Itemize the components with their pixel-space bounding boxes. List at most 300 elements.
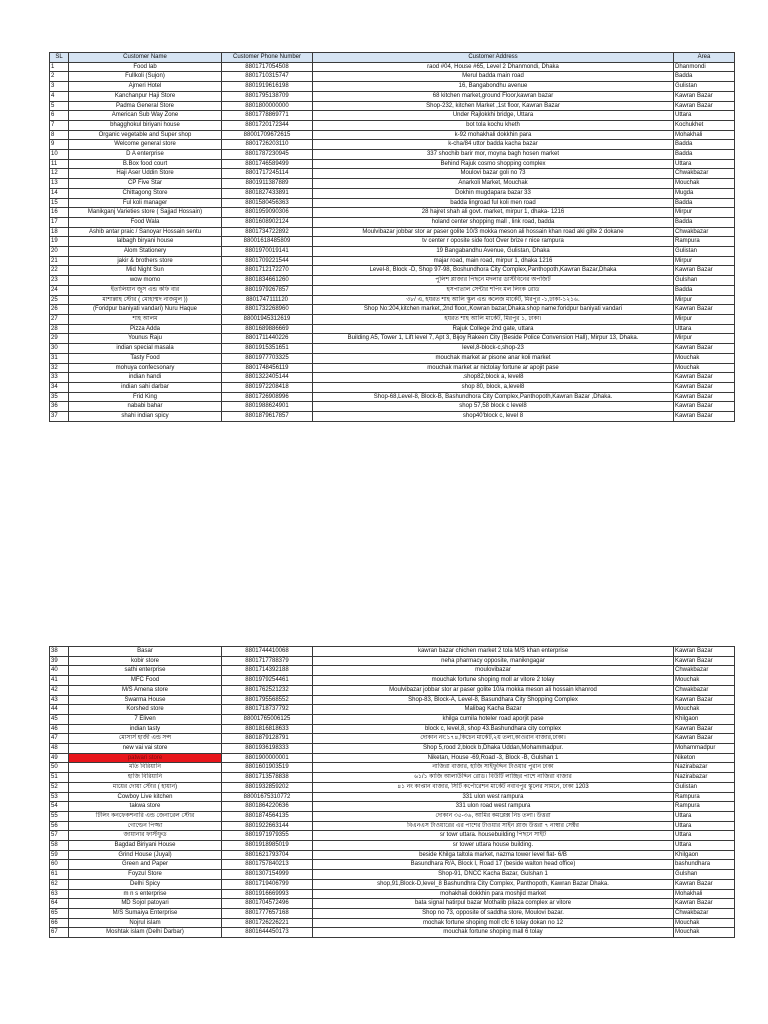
table-row	[50, 899, 735, 909]
table-row	[50, 831, 735, 841]
cell-area: Uttara	[674, 811, 735, 821]
table-row	[50, 159, 735, 169]
cell-customer-name: Swarma House	[69, 695, 222, 705]
cell-address: ৩৮/ এ, হযরত শাহ আলি স্কুল এন্ড কলেজ মার্কেট, মিরপুর -১,ঢাকা-১২১৬.	[313, 295, 674, 305]
cell-address: Behind Rajuk cosmo shopping complex	[313, 159, 674, 169]
cell-address: Shop-68,Level-8, Block-B, Bashundhora City Complex,Panthopoth,Kawran Bazar ,Dhaka.	[313, 392, 674, 402]
cell-address: 331 ulon west rampura	[313, 792, 674, 802]
cell-area: Dhanmondi	[674, 62, 735, 72]
cell-customer-name: indian special masala	[69, 344, 222, 354]
table-row	[50, 392, 735, 402]
cell-phone: 8801621793704	[222, 850, 313, 860]
cell-customer-name: indian handi	[69, 373, 222, 383]
cell-address: k-92 mohakhali dokkhin para	[313, 130, 674, 140]
cell-address: block c, level,8, shop 43.Bashundhara city complex	[313, 724, 674, 734]
cell-customer-name: Kanchanpur Haji Store	[69, 91, 222, 101]
cell-customer-name: Organic vegetable and Super shop	[69, 130, 222, 140]
cell-customer-name: new vai vai store	[69, 744, 222, 754]
customer-table-2-body	[50, 647, 735, 938]
table-row	[50, 928, 735, 938]
cell-address: Rajuk College 2nd gate, uttara	[313, 324, 674, 334]
cell-address: mohakhali dokkhin para moshjid market	[313, 889, 674, 899]
cell-customer-name: American Sub Way Zone	[69, 111, 222, 121]
cell-address: khilga cumila hoteler road aporjit pase	[313, 714, 674, 724]
cell-sl: 64	[50, 899, 69, 909]
cell-sl: 50	[50, 763, 69, 773]
cell-customer-name: Haji Aser Uddin Store	[69, 169, 222, 179]
cell-phone: 8801979254461	[222, 676, 313, 686]
cell-address: raod #04, House #65, Level 2 Dhanmondi, Dhaka	[313, 62, 674, 72]
cell-customer-name: মায়ের দোয়া স্টোর ( হায়ান)	[69, 782, 222, 792]
cell-sl: 46	[50, 724, 69, 734]
cell-area: Mouchak	[674, 353, 735, 363]
table-row	[50, 285, 735, 295]
cell-sl: 5	[50, 101, 69, 111]
cell-phone: 8801777657168	[222, 908, 313, 918]
cell-sl: 48	[50, 744, 69, 754]
cell-customer-name: lalbagh biryani house	[69, 237, 222, 247]
cell-sl: 14	[50, 188, 69, 198]
cell-address: shop,91,Block-D,level_8 Bashundhra City Complex, Panthopoth, Kawran Bazar Dhaka.	[313, 879, 674, 889]
cell-area: Mouchak	[674, 928, 735, 938]
cell-area: Badda	[674, 72, 735, 82]
cell-address: হসপাতাল সেন্টার শপিং মল লিংক রোড	[313, 285, 674, 295]
cell-phone: 8801744410068	[222, 647, 313, 657]
cell-address: দোকান নং:১৭৪,কিচেন মার্কেট,২য় তলা,কাওরান বাজার,ঢাকা।	[313, 734, 674, 744]
cell-customer-name: Basar	[69, 647, 222, 657]
cell-sl: 55	[50, 811, 69, 821]
cell-customer-name: Ashib antar praic / Sanoyar Hossain sentu	[69, 227, 222, 237]
cell-area: Gulshan	[674, 276, 735, 286]
cell-sl: 20	[50, 247, 69, 257]
cell-address: 331 ulon road west rampura	[313, 802, 674, 812]
cell-customer-name: indian tasty	[69, 724, 222, 734]
cell-customer-name: Ajmeri Hotel	[69, 82, 222, 92]
cell-address: 16, Bangabondhu avenue	[313, 82, 674, 92]
cell-area: Mohakhali	[674, 130, 735, 140]
cell-area: Kawran Bazar	[674, 656, 735, 666]
cell-area: Kawran Bazar	[674, 266, 735, 276]
cell-sl: 49	[50, 753, 69, 763]
cell-sl: 19	[50, 237, 69, 247]
cell-address: Merul badda main road	[313, 72, 674, 82]
cell-area: Gulistan	[674, 782, 735, 792]
table-row	[50, 666, 735, 676]
table-row	[50, 734, 735, 744]
cell-address: tv center r oposite side foot Over brize r nice rampura	[313, 237, 674, 247]
cell-customer-name: মতি বিরিয়ানি	[69, 763, 222, 773]
cell-customer-name: ইতালিয়ান জুস এন্ড কফি বার	[69, 285, 222, 295]
cell-customer-name: 7 Eliven	[69, 714, 222, 724]
table-row	[50, 908, 735, 918]
cell-customer-name: জায়ানার ফাস্টফুড	[69, 831, 222, 841]
cell-sl: 34	[50, 382, 69, 392]
table-row	[50, 247, 735, 257]
header-area: Area	[674, 53, 735, 63]
cell-area: Chwakbazar	[674, 908, 735, 918]
cell-customer-name: Bagdad Biriyani House	[69, 841, 222, 851]
cell-customer-name: Pizza Adda	[69, 324, 222, 334]
cell-area: Mouchak	[674, 705, 735, 715]
cell-area: Chwakbazar	[674, 227, 735, 237]
cell-customer-name: M/S Amena store	[69, 685, 222, 695]
cell-phone: 8801726908996	[222, 392, 313, 402]
cell-address: bata signal hatirpul bazar Mothalib pilaza complex ar vitore	[313, 899, 674, 909]
cell-address: bot tola kochu kheth	[313, 120, 674, 130]
cell-address: .shop82,block a, level8	[313, 373, 674, 383]
table-row	[50, 676, 735, 686]
cell-address: beside Khilga taltola market, nazma tower level flat- 6/B	[313, 850, 674, 860]
cell-address: Moulvibazar jobbar stor ar paser golite 10/a mokka meson ali hossain khanrod	[313, 685, 674, 695]
cell-address: 68 kitchen market,ground Floor,kawran bazar	[313, 91, 674, 101]
cell-sl: 56	[50, 821, 69, 831]
cell-area: Uttara	[674, 324, 735, 334]
table-row	[50, 773, 735, 783]
cell-customer-name: shahi indian spicy	[69, 412, 222, 422]
cell-address: হযরত শাহ আলি মার্কেট, মিরপুর ১, ঢাকা।	[313, 314, 674, 324]
table-row	[50, 763, 735, 773]
header-customer-name: Customer Name	[69, 53, 222, 63]
cell-phone: 8801988624901	[222, 402, 313, 412]
table-row	[50, 782, 735, 792]
cell-sl: 8	[50, 130, 69, 140]
cell-phone: 8801971979355	[222, 831, 313, 841]
cell-phone: 8801713578838	[222, 773, 313, 783]
cell-customer-name: Nojrul islam	[69, 918, 222, 928]
cell-phone: 8801717788379	[222, 656, 313, 666]
cell-sl: 18	[50, 227, 69, 237]
cell-address: Shop-232, kitchen Market ,1st floor, Kawran Bazar	[313, 101, 674, 111]
cell-phone: 8801711440226	[222, 334, 313, 344]
table-row	[50, 314, 735, 324]
cell-phone: 8801734722892	[222, 227, 313, 237]
cell-sl: 29	[50, 334, 69, 344]
cell-address: পুলিশ প্লাজার পিছনে মদলার ডাস্টবিনের অপজিট	[313, 276, 674, 286]
table-row	[50, 382, 735, 392]
cell-area: Chwakbazar	[674, 169, 735, 179]
cell-area: Mirpur	[674, 256, 735, 266]
table-row	[50, 811, 735, 821]
cell-address: mouchak fortune shoping moll ar vitore 2 tolay	[313, 676, 674, 686]
table-row	[50, 237, 735, 247]
cell-sl: 67	[50, 928, 69, 938]
cell-address: mouchak market ar nictolay fortune ar apojit pase	[313, 363, 674, 373]
cell-address: Shop No:204,kitchen market,,2nd floor,,Kowran bazar,Dhaka.shop name:foridpur baniyati vandari	[313, 305, 674, 315]
cell-customer-name: indian sahi darbar	[69, 382, 222, 392]
cell-address: নাজিরা বাজার, হাজি সাইফুদ্দিন টাওয়ার পুরান ঢাকা	[313, 763, 674, 773]
cell-phone: 8801879617857	[222, 412, 313, 422]
cell-area: Mugda	[674, 188, 735, 198]
cell-customer-name: মাশাল্লাহ স্টোর ( মোহাম্মদ নাজমুল ))	[69, 295, 222, 305]
cell-area: Niketon	[674, 753, 735, 763]
customer-table-1-body	[50, 62, 735, 421]
cell-sl: 13	[50, 179, 69, 189]
cell-area: Kawran Bazar	[674, 101, 735, 111]
cell-customer-name: nababi bahar	[69, 402, 222, 412]
table-row	[50, 324, 735, 334]
cell-address: Shop no 73, opposite of saddha store, Moulovi bazar.	[313, 908, 674, 918]
cell-sl: 12	[50, 169, 69, 179]
cell-customer-name: টিলিং কনফেকশনারি এন্ড জেনারেল স্টোর	[69, 811, 222, 821]
cell-phone: 8801717245114	[222, 169, 313, 179]
cell-phone: 8801719406799	[222, 879, 313, 889]
cell-sl: 54	[50, 802, 69, 812]
cell-address: Moulvibazar jobbar stor ar paser golite 10/3 mokka meson ali hossain khan road aki gilte 2 dokane	[313, 227, 674, 237]
table-row	[50, 217, 735, 227]
cell-sl: 36	[50, 402, 69, 412]
cell-sl: 17	[50, 217, 69, 227]
cell-area: Badda	[674, 198, 735, 208]
cell-sl: 2	[50, 72, 69, 82]
table-row	[50, 305, 735, 315]
cell-address: Moulovi bazar goli no 73	[313, 169, 674, 179]
cell-address: sr towr uttara. housebuilding পিছনে সাইট	[313, 831, 674, 841]
cell-area: Gulshan	[674, 870, 735, 880]
table-row	[50, 821, 735, 831]
cell-sl: 37	[50, 412, 69, 422]
cell-area: Kawran Bazar	[674, 412, 735, 422]
cell-area: Uttara	[674, 111, 735, 121]
cell-customer-name: শাহ আলম	[69, 314, 222, 324]
cell-address: kawran bazar chichen market 2 tola M/S khan enterprise	[313, 647, 674, 657]
cell-area: Kawran Bazar	[674, 724, 735, 734]
cell-area: Chwakbazar	[674, 685, 735, 695]
table-row	[50, 91, 735, 101]
cell-address: mouchak market ar pisone anar koli market	[313, 353, 674, 363]
cell-customer-name: Food lab	[69, 62, 222, 72]
cell-phone: 8801748456119	[222, 363, 313, 373]
cell-phone: 8801827433891	[222, 188, 313, 198]
cell-phone: 88001945312619	[222, 314, 313, 324]
cell-area: Kawran Bazar	[674, 695, 735, 705]
table-header-row	[50, 53, 735, 63]
cell-sl: 60	[50, 860, 69, 870]
cell-customer-name: B.Box food court	[69, 159, 222, 169]
cell-area: Gulistan	[674, 82, 735, 92]
cell-phone: 8801916669993	[222, 889, 313, 899]
table-row	[50, 870, 735, 880]
cell-address: level,8-block-c,shop-23	[313, 344, 674, 354]
cell-phone: 8801746589499	[222, 159, 313, 169]
header-sl: SL	[50, 53, 69, 63]
cell-sl: 33	[50, 373, 69, 383]
cell-customer-name: Chittagong Store	[69, 188, 222, 198]
table-row	[50, 266, 735, 276]
cell-phone: 8801900000001	[222, 753, 313, 763]
cell-sl: 16	[50, 208, 69, 218]
cell-area: Badda	[674, 217, 735, 227]
table-row	[50, 685, 735, 695]
cell-sl: 59	[50, 850, 69, 860]
cell-phone: 88001765006125	[222, 714, 313, 724]
table-row	[50, 120, 735, 130]
cell-phone: 8801800000000	[222, 101, 313, 111]
cell-area: Khilgaon	[674, 714, 735, 724]
cell-phone: 8801717054508	[222, 62, 313, 72]
cell-sl: 1	[50, 62, 69, 72]
cell-area: Kawran Bazar	[674, 734, 735, 744]
cell-sl: 30	[50, 344, 69, 354]
cell-sl: 25	[50, 295, 69, 305]
cell-sl: 27	[50, 314, 69, 324]
cell-sl: 45	[50, 714, 69, 724]
cell-sl: 61	[50, 870, 69, 880]
cell-area: Kawran Bazar	[674, 91, 735, 101]
cell-phone: 8801726226221	[222, 918, 313, 928]
cell-address: 28 hajret shah ali govt. market, mirpur 1, dhaka- 1216	[313, 208, 674, 218]
cell-address: Niketan, House -69,Road -3, Block -B, Gulshan 1	[313, 753, 674, 763]
cell-phone: 8801718737792	[222, 705, 313, 715]
table-row	[50, 227, 735, 237]
cell-area: Kawran Bazar	[674, 373, 735, 383]
cell-address: Malibag Kacha Bazar	[313, 705, 674, 715]
cell-address: shop40'block c, level 8	[313, 412, 674, 422]
table-row	[50, 295, 735, 305]
table-row	[50, 363, 735, 373]
cell-phone: 8801712172270	[222, 266, 313, 276]
cell-sl: 4	[50, 91, 69, 101]
table-row	[50, 62, 735, 72]
cell-sl: 57	[50, 831, 69, 841]
cell-sl: 47	[50, 734, 69, 744]
cell-area: Nazirabazar	[674, 773, 735, 783]
table-row	[50, 150, 735, 160]
cell-customer-name: Alom Stationery	[69, 247, 222, 257]
cell-phone: 8801710315747	[222, 72, 313, 82]
table-row	[50, 179, 735, 189]
cell-area: bashundhara	[674, 860, 735, 870]
cell-address: ৬১/১ কাজি আলাউদ্দিন রোড। বিউটি লাচ্ছির পাশে নাজিরা বাজার	[313, 773, 674, 783]
cell-phone: 8801972208418	[222, 382, 313, 392]
cell-customer-name: CP Five Star	[69, 179, 222, 189]
cell-customer-name: (Foridpur baniyati vandari) Nuru Haque	[69, 305, 222, 315]
cell-area: Mohakhali	[674, 889, 735, 899]
cell-address: 19 Bangabandhu Avenue, Gulistan, Dhaka	[313, 247, 674, 257]
cell-address: Dokhin mugdapara bazar 33	[313, 188, 674, 198]
cell-phone: 8801918985019	[222, 841, 313, 851]
cell-area: Rampura	[674, 237, 735, 247]
cell-sl: 38	[50, 647, 69, 657]
cell-phone: 8801816818633	[222, 724, 313, 734]
table-row	[50, 412, 735, 422]
customer-table-2	[49, 646, 735, 938]
cell-sl: 44	[50, 705, 69, 715]
cell-customer-name: D A enterprise	[69, 150, 222, 160]
cell-address: shop 80, block, a,level8	[313, 382, 674, 392]
cell-sl: 65	[50, 908, 69, 918]
cell-phone: 8801307154999	[222, 870, 313, 880]
cell-area: Mouchak	[674, 676, 735, 686]
cell-phone: 8801608902124	[222, 217, 313, 227]
cell-area: Uttara	[674, 159, 735, 169]
cell-phone: 8801778869771	[222, 111, 313, 121]
cell-customer-name: MFC Food	[69, 676, 222, 686]
cell-customer-name: takwa store	[69, 802, 222, 812]
cell-sl: 26	[50, 305, 69, 315]
table-row	[50, 744, 735, 754]
cell-sl: 42	[50, 685, 69, 695]
cell-address: holand center shopping mall , link road, badda	[313, 217, 674, 227]
header-phone: Customer Phone Number	[222, 53, 313, 63]
table-row	[50, 169, 735, 179]
table-row	[50, 860, 735, 870]
table-row	[50, 198, 735, 208]
cell-customer-name: Grind House (Juyal)	[69, 850, 222, 860]
header-address: Customer Address	[313, 53, 674, 63]
cell-sl: 58	[50, 841, 69, 851]
cell-area: Mohammadpur	[674, 744, 735, 754]
table-row	[50, 792, 735, 802]
cell-customer-name: MD Sojol patoyari	[69, 899, 222, 909]
cell-address: Shop-83, Block-A, Level-8, Basundhara City Shopping Complex	[313, 695, 674, 705]
cell-phone: 8801834661260	[222, 276, 313, 286]
cell-sl: 52	[50, 782, 69, 792]
table-row	[50, 656, 735, 666]
cell-area: Badda	[674, 285, 735, 295]
cell-sl: 6	[50, 111, 69, 121]
cell-area: Rampura	[674, 802, 735, 812]
cell-sl: 3	[50, 82, 69, 92]
cell-phone: 8801795568552	[222, 695, 313, 705]
table-row	[50, 647, 735, 657]
cell-phone: 8801874564135	[222, 811, 313, 821]
cell-sl: 7	[50, 120, 69, 130]
cell-customer-name: Frid King	[69, 392, 222, 402]
table-row	[50, 402, 735, 412]
cell-area: Kawran Bazar	[674, 305, 735, 315]
cell-area: Kawran Bazar	[674, 899, 735, 909]
cell-sl: 39	[50, 656, 69, 666]
cell-area: Kawran Bazar	[674, 402, 735, 412]
cell-phone: 8801864220636	[222, 802, 313, 812]
table-row	[50, 879, 735, 889]
cell-sl: 9	[50, 140, 69, 150]
cell-area: Kawran Bazar	[674, 344, 735, 354]
cell-customer-name: Younus Raju	[69, 334, 222, 344]
cell-sl: 23	[50, 276, 69, 286]
cell-customer-name: Korshed store	[69, 705, 222, 715]
cell-area: Khilgaon	[674, 850, 735, 860]
cell-phone: 88001618485809	[222, 237, 313, 247]
cell-area: Mirpur	[674, 334, 735, 344]
cell-customer-name: Ful koli manager	[69, 198, 222, 208]
cell-sl: 66	[50, 918, 69, 928]
cell-sl: 53	[50, 792, 69, 802]
cell-customer-name: Manikganj Varieties store ( Sajjad Hossain)	[69, 208, 222, 218]
cell-address: Anarkoli Market, Mouchak	[313, 179, 674, 189]
cell-address: ৪১ নং কাপ্তান বাজার, সিটি কর্পোরেশন মার্কেট নবাবপুর স্কুলের সামনে, ঢাকা 1203	[313, 782, 674, 792]
cell-area: Mouchak	[674, 363, 735, 373]
cell-address: mouchak fortune shoping mall 6 tolay	[313, 928, 674, 938]
cell-area: Kochukhet	[674, 120, 735, 130]
cell-sl: 62	[50, 879, 69, 889]
cell-customer-name: patwari store	[69, 753, 222, 763]
table-row	[50, 130, 735, 140]
table-row	[50, 276, 735, 286]
cell-area: Badda	[674, 150, 735, 160]
cell-customer-name: Foyzul Store	[69, 870, 222, 880]
cell-phone: 8801747111120	[222, 295, 313, 305]
cell-sl: 32	[50, 363, 69, 373]
table-row	[50, 753, 735, 763]
table-row	[50, 695, 735, 705]
cell-area: Mirpur	[674, 295, 735, 305]
table-row	[50, 334, 735, 344]
table-row	[50, 918, 735, 928]
cell-area: Kawran Bazar	[674, 392, 735, 402]
table-row	[50, 353, 735, 363]
cell-sl: 40	[50, 666, 69, 676]
